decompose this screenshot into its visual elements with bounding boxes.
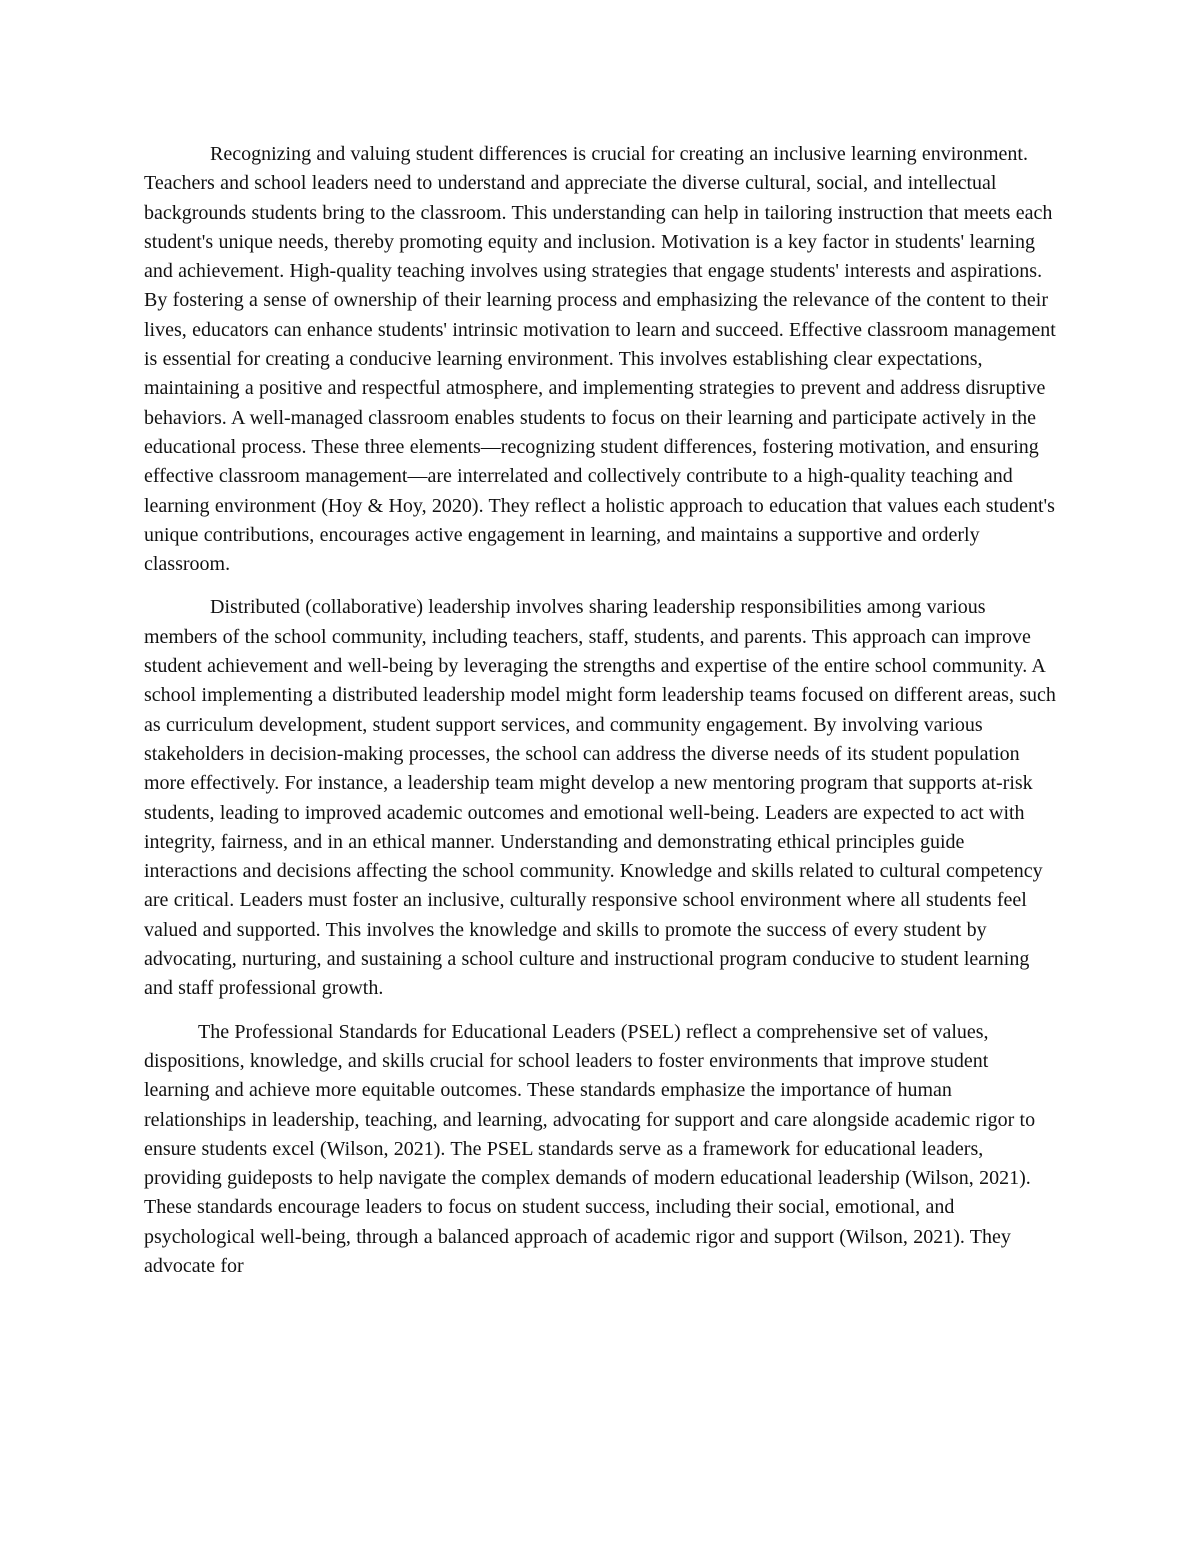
document-body bbox=[144, 140, 1056, 1295]
paragraph-psel-standards: The Professional Standards for Educational Leaders (PSEL) reflect a comprehensive set of values, dispositions, knowledge, and skills crucial for school leaders to foster environments that improve student learning and achieve more equitable outcomes. These standards emphasize the importance of human relationships in leadership, teaching, and learning, advocating for support and care alongside academic rigor to ensure students excel (Wilson, 2021). The PSEL standards serve as a framework for educational leaders, providing guideposts to help navigate the complex demands of modern educational leadership (Wilson, 2021). These standards encourage leaders to focus on student success, including their social, emotional, and psychological well-being, through a balanced approach of academic rigor and support (Wilson, 2021). They advocate for bbox=[144, 1020, 1036, 1277]
paragraph-student-differences: Recognizing and valuing student differences is crucial for creating an inclusive learning environment. Teachers and school leaders need to understand and appreciate the diverse cultural, social, and intellectual backgrounds students bring to the classroom. This understanding can help in tailoring instruction that meets each student's unique needs, thereby promoting equity and inclusion. Motivation is a key factor in students' learning and achievement. High-quality teaching involves using strategies that engage students' interests and aspirations. By fostering a sense of ownership of their learning process and emphasizing the relevance of the content to their lives, educators can enhance students' intrinsic motivation to learn and succeed. Effective classroom management is essential for creating a conducive learning environment. This involves establishing clear expectations, maintaining a positive and respectful atmosphere, and implementing strategies to prevent and address disruptive behaviors. A well-managed classroom enables students to focus on their learning and participate actively in the educational process. These three elements—recognizing student differences, fostering motivation, and ensuring effective classroom management—are interrelated and collectively contribute to a high-quality teaching and learning environment (Hoy & Hoy, 2020). They reflect a holistic approach to education that values each student's unique contributions, encourages active engagement in learning, and maintains a supportive and orderly classroom. bbox=[144, 143, 1056, 576]
paragraph-distributed-leadership: Distributed (collaborative) leadership involves sharing leadership responsibilities among various members of the school community, including teachers, staff, students, and parents. This approach can improve student achievement and well-being by leveraging the strengths and expertise of the entire school community. A school implementing a distributed leadership model might form leadership teams focused on different areas, such as curriculum development, student support services, and community engagement. By involving various stakeholders in decision-making processes, the school can address the diverse needs of its student population more effectively. For instance, a leadership team might develop a new mentoring program that supports at-risk students, leading to improved academic outcomes and emotional well-being. Leaders are expected to act with integrity, fairness, and in an ethical manner. Understanding and demonstrating ethical principles guide interactions and decisions affecting the school community. Knowledge and skills related to cultural competency are critical. Leaders must foster an inclusive, culturally responsive school environment where all students feel valued and supported. This involves the knowledge and skills to promote the success of every student by advocating, nurturing, and sustaining a school culture and instructional program conducive to student learning and staff professional growth. bbox=[144, 596, 1056, 1000]
